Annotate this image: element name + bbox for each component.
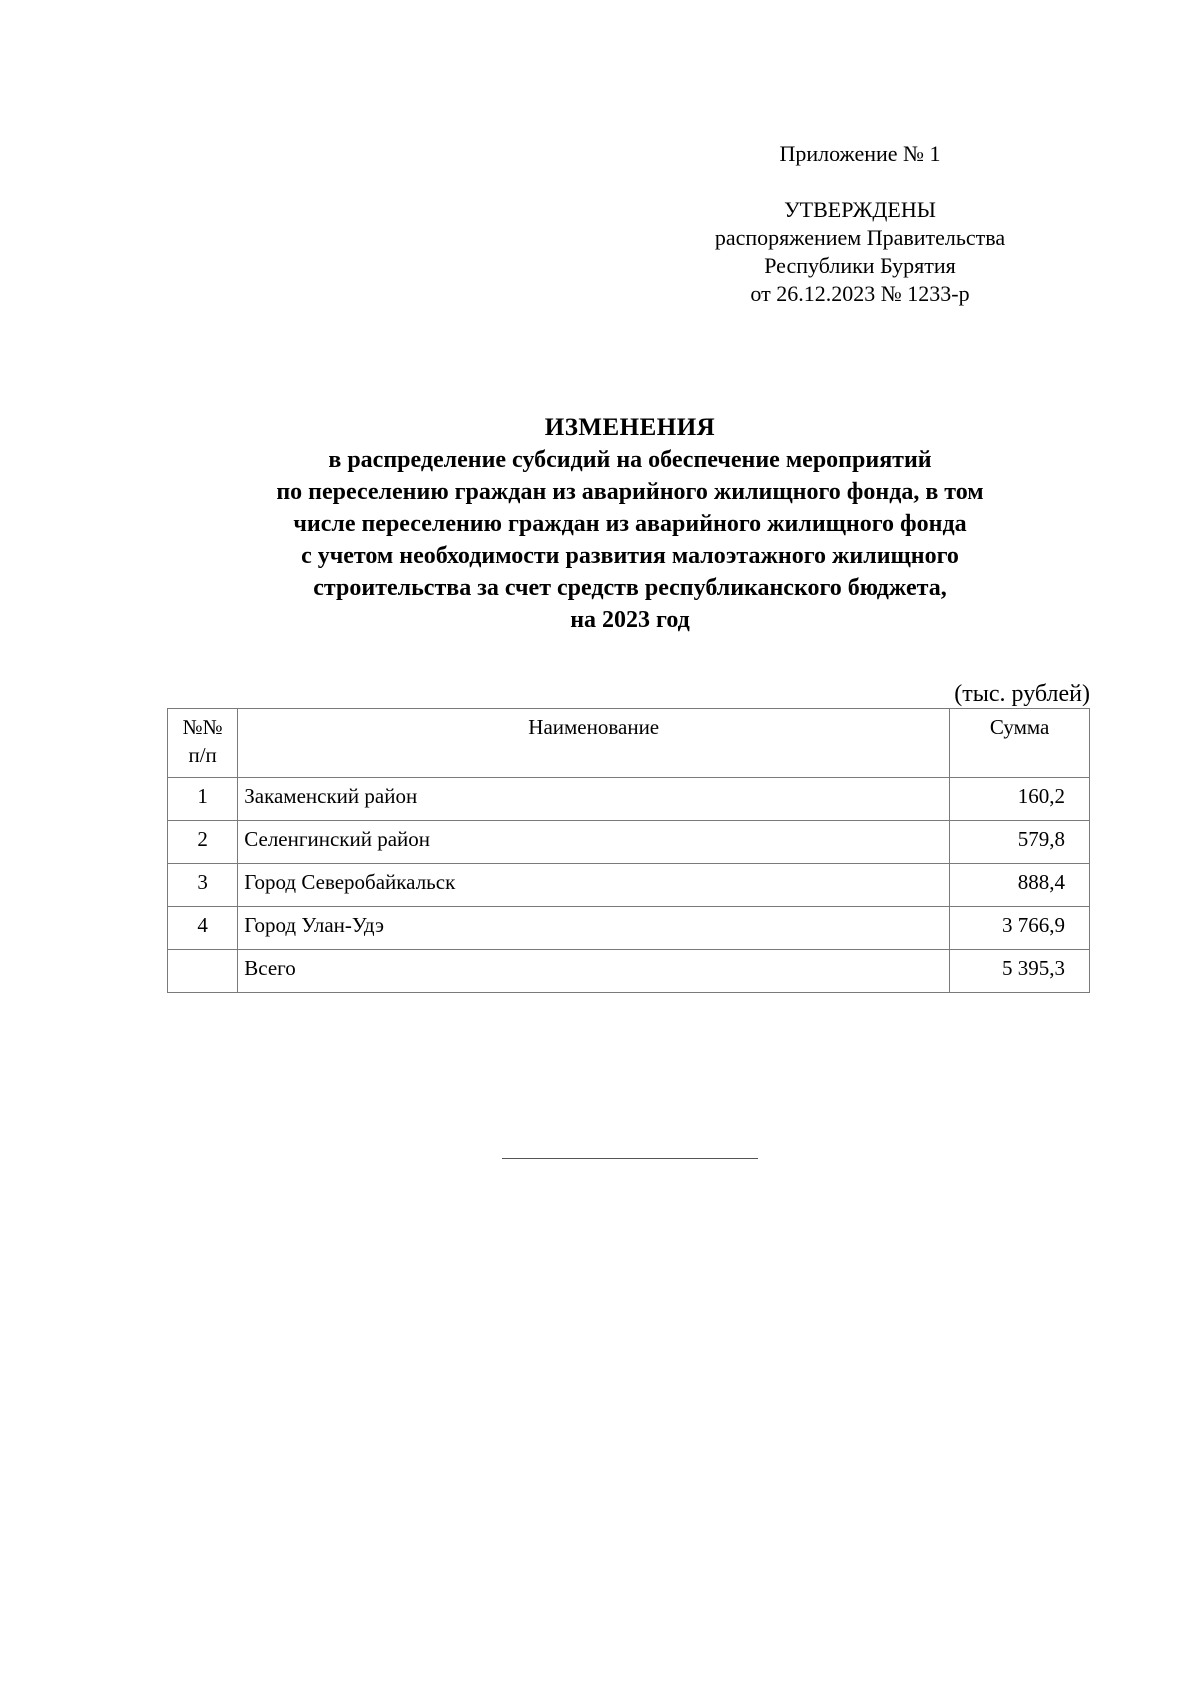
total-sum: 5 395,3 [950, 950, 1090, 993]
document-title [150, 412, 1110, 636]
title-line: по переселению граждан из аварийного жилищного фонда, в том [276, 479, 984, 505]
row-sum: 888,4 [950, 864, 1090, 907]
table-row [168, 821, 1090, 864]
row-num: 4 [168, 907, 238, 950]
units-label: (тыс. рублей) [954, 681, 1090, 707]
approval-line-2: Республики Бурятия [764, 253, 956, 278]
row-num: 2 [168, 821, 238, 864]
header-sum: Сумма [950, 709, 1090, 778]
approval-block [690, 140, 1030, 308]
header-num [168, 709, 238, 778]
table-row [168, 778, 1090, 821]
approved-label: УТВЕРЖДЕНЫ [784, 197, 936, 222]
table-row [168, 864, 1090, 907]
row-name: Город Улан-Удэ [238, 907, 950, 950]
row-sum: 160,2 [950, 778, 1090, 821]
table-row [168, 907, 1090, 950]
row-name: Город Северобайкальск [238, 864, 950, 907]
title-line: в распределение субсидий на обеспечение мероприятий [328, 447, 932, 473]
row-name: Закаменский район [238, 778, 950, 821]
table-header-row [168, 709, 1090, 778]
row-name: Селенгинский район [238, 821, 950, 864]
row-num: 3 [168, 864, 238, 907]
subsidy-table [167, 708, 1090, 993]
end-divider [502, 1158, 758, 1159]
title-line: на 2023 год [570, 607, 690, 633]
title-line: числе переселению граждан из аварийного жилищного фонда [293, 511, 967, 537]
title-line: строительства за счет средств республиканского бюджета, [313, 575, 947, 601]
table-total-row [168, 950, 1090, 993]
total-num [168, 950, 238, 993]
header-num-line2: п/п [188, 743, 217, 767]
header-num-line1: №№ [182, 715, 223, 739]
title-line: с учетом необходимости развития малоэтажного жилищного [301, 543, 959, 569]
approval-line-1: распоряжением Правительства [714, 225, 1006, 250]
row-sum: 3 766,9 [950, 907, 1090, 950]
annex-label: Приложение № 1 [779, 141, 941, 166]
row-sum: 579,8 [950, 821, 1090, 864]
total-name: Всего [238, 950, 950, 993]
header-name: Наименование [238, 709, 950, 778]
title-heading: ИЗМЕНЕНИЯ [544, 414, 716, 441]
row-num: 1 [168, 778, 238, 821]
approval-line-3: от 26.12.2023 № 1233-р [750, 281, 970, 306]
